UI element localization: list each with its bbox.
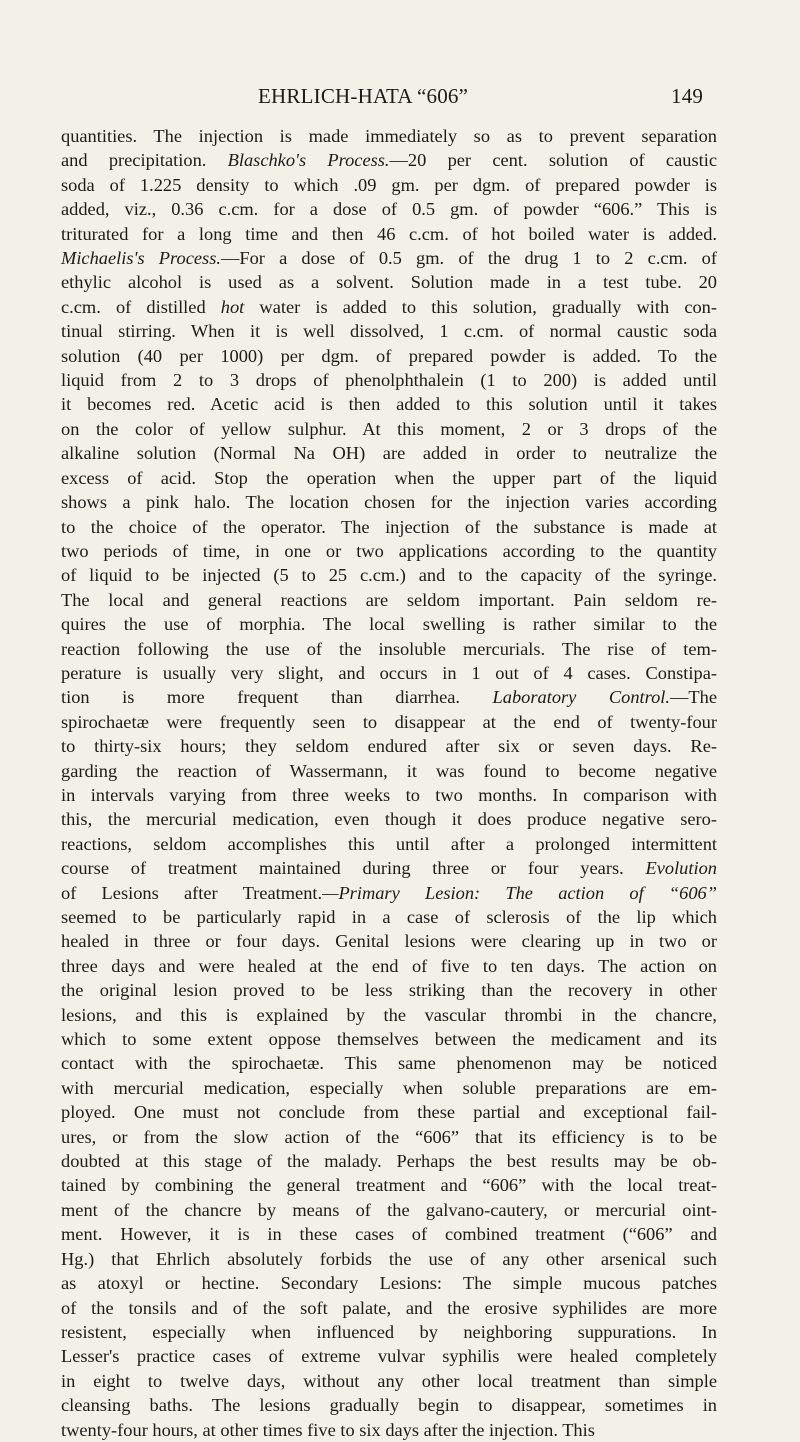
text-line: of liquid to be injected (5 to 25 c.cm.) and to the capacity of the syringe. (61, 565, 717, 586)
text-line: contact with the spirochaetæ. This same phenomenon may be noticed (61, 1053, 717, 1074)
text-line: of the tonsils and of the soft palate, and the erosive syphilides are more (61, 1297, 717, 1318)
text-line: Lesser's practice cases of extreme vulvar syphilis were healed completely (61, 1346, 717, 1367)
text-line: ures, or from the slow action of the “606” that its efficiency is to be (61, 1126, 717, 1147)
text-line: and precipitation. Blaschko's Process.—20 per cent. solution of caustic (61, 150, 717, 171)
text-line: garding the reaction of Wassermann, it was found to become negative (61, 760, 717, 781)
italic-phrase: Blaschko's Process. (227, 150, 390, 171)
text-line: cleansing baths. The lesions gradually begin to disappear, sometimes in (61, 1395, 717, 1416)
text-line: quires the use of morphia. The local swelling is rather similar to the (61, 614, 717, 635)
text-line: to thirty-six hours; they seldom endured after six or seven days. Re- (61, 736, 717, 757)
text-line: tion is more frequent than diarrhea. Laboratory Control.—The (61, 687, 717, 708)
text-line: healed in three or four days. Genital lesions were clearing up in two or (61, 931, 717, 952)
text-line: liquid from 2 to 3 drops of phenolphthalein (1 to 200) is added until (61, 370, 717, 391)
text-line: ment. However, it is in these cases of combined treatment (“606” and (61, 1224, 717, 1245)
italic-phrase: hot (220, 296, 245, 317)
text-line: in eight to twelve days, without any other local treatment than simple (61, 1370, 717, 1391)
page-number: 149 (671, 84, 704, 108)
text-line: quantities. The injection is made immediately so as to prevent separation (61, 126, 717, 146)
text-line: lesions, and this is explained by the vascular thrombi in the chancre, (61, 1004, 717, 1025)
text-line: triturated for a long time and then 46 c.cm. of hot boiled water is added. (61, 223, 717, 244)
text-line: spirochaetæ were frequently seen to disappear at the end of twenty-four (61, 711, 717, 732)
text-line: Michaelis's Process.—For a dose of 0.5 gm. of the drug 1 to 2 c.cm. of (61, 248, 717, 269)
text-line: which to some extent oppose themselves between the medicament and its (61, 1029, 717, 1050)
text-line: doubted at this stage of the malady. Perhaps the best results may be ob- (61, 1151, 717, 1172)
text-line: alkaline solution (Normal Na OH) are added in order to neutralize the (61, 443, 717, 464)
body-paragraph (61, 124, 717, 1442)
text-line: Hg.) that Ehrlich absolutely forbids the use of any other arsenical such (61, 1248, 717, 1269)
text-line: solution (40 per 1000) per dgm. of prepared powder is added. To the (61, 345, 717, 366)
text-line: added, viz., 0.36 c.cm. for a dose of 0.5 gm. of powder “606.” This is (61, 199, 717, 220)
text-line: it becomes red. Acetic acid is then added to this solution until it takes (61, 394, 717, 415)
text-line: shows a pink halo. The location chosen for the injection varies according (61, 492, 717, 513)
text-line: on the color of yellow sulphur. At this moment, 2 or 3 drops of the (61, 418, 717, 439)
text-line: two periods of time, in one or two applications according to the quantity (61, 540, 717, 561)
text-line: tained by combining the general treatment and “606” with the local treat- (61, 1175, 717, 1196)
running-head (258, 84, 708, 114)
text-line: c.cm. of distilled hot water is added to this solution, gradually with con- (61, 296, 717, 317)
text-line: twenty-four hours, at other times five to six days after the injection. This (61, 1419, 595, 1440)
text-line: reactions, seldom accomplishes this until after a prolonged intermittent (61, 833, 717, 854)
text-line: in intervals varying from three weeks to two months. In comparison with (61, 784, 717, 805)
text-line: The local and general reactions are seldom important. Pain seldom re- (61, 589, 717, 610)
italic-phrase: Evolution (645, 858, 717, 879)
text-line: resistent, especially when influenced by neighboring suppurations. In (61, 1321, 717, 1342)
text-line: as atoxyl or hectine. Secondary Lesions: The simple mucous patches (61, 1273, 717, 1294)
text-line: ethylic alcohol is used as a solvent. Solution made in a test tube. 20 (61, 272, 717, 293)
text-line: course of treatment maintained during three or four years. Evolution (61, 858, 717, 879)
text-line: soda of 1.225 density to which .09 gm. per dgm. of prepared powder is (61, 174, 717, 195)
text-line: this, the mercurial medication, even though it does produce negative sero- (61, 809, 717, 830)
text-line: of Lesions after Treatment.—Primary Lesion: The action of “606” (61, 882, 717, 903)
italic-phrase: —Primary Lesion: The action of “606” (322, 882, 717, 903)
italic-phrase: Michaelis's Process. (61, 248, 221, 269)
text-line: perature is usually very slight, and occurs in 1 out of 4 cases. Constipa- (61, 662, 717, 683)
text-line: tinual stirring. When it is well dissolved, 1 c.cm. of normal caustic soda (61, 321, 717, 342)
text-line: reaction following the use of the insoluble mercurials. The rise of tem- (61, 638, 717, 659)
text-line: ployed. One must not conclude from these partial and exceptional fail- (61, 1102, 717, 1123)
text-line: excess of acid. Stop the operation when the upper part of the liquid (61, 467, 717, 488)
text-line: with mercurial medication, especially when soluble preparations are em- (61, 1077, 717, 1098)
text-line: seemed to be particularly rapid in a case of sclerosis of the lip which (61, 907, 717, 927)
running-title: EHRLICH-HATA “606” (258, 84, 469, 108)
italic-phrase: Laboratory Control. (492, 687, 671, 708)
text-line: ment of the chancre by means of the galvano-cautery, or mercurial oint- (61, 1199, 717, 1220)
text-line: the original lesion proved to be less striking than the recovery in other (61, 980, 717, 1001)
text-line: three days and were healed at the end of five to ten days. The action on (61, 955, 717, 976)
text-line: to the choice of the operator. The injection of the substance is made at (61, 516, 717, 537)
